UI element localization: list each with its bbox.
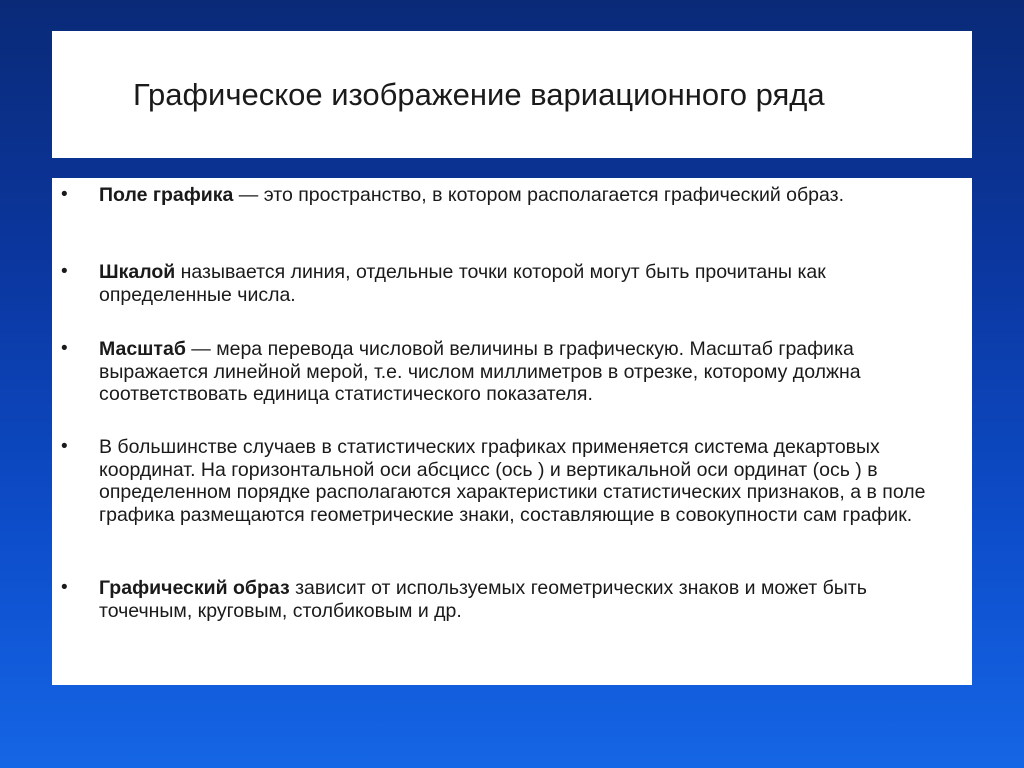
bullet-text [99,261,959,306]
bullet-text [99,577,959,622]
slide-title: Графическое изображение вариационного ряда [133,77,825,112]
bullet-marker: • [61,577,68,598]
bullet-marker: • [61,338,68,359]
bullet-term: Масштаб [99,338,186,360]
bullet-marker: • [61,184,68,205]
bullet-description: — мера перевода числовой величины в графическую. Масштаб графика выражается линейной мерой, т.е. числом миллиметров в отрезке, которому должна соответствовать единица статистического показателя. [99,338,861,405]
bullet-text [99,436,959,526]
bullet-description: В большинстве случаев в статистических графиках применяется система декартовых координат. На горизонтальной оси абсцисс (ось ) и вертикальной оси ординат (ось ) в определенном порядке располагаются характеристики статистических признаков, а в поле графика размещаются геометрические знаки, составляющие в совокупности сам график. [99,436,926,526]
bullet-term: Поле графика [99,184,234,206]
title-panel [52,31,972,158]
bullet-text [99,184,959,207]
bullet-description: называется линия, отдельные точки которой могут быть прочитаны как определенные числа. [99,261,826,306]
bullet-marker: • [61,261,68,282]
bullet-term: Графический образ [99,577,290,599]
bullet-description: — это пространство, в котором располагается графический образ. [233,184,844,206]
content-panel [52,178,972,685]
bullet-term: Шкалой [99,261,176,283]
bullet-marker: • [61,436,68,457]
bullet-description: зависит от используемых геометрических знаков и может быть точечным, круговым, столбиковым и др. [99,577,867,622]
bullet-text [99,338,959,406]
